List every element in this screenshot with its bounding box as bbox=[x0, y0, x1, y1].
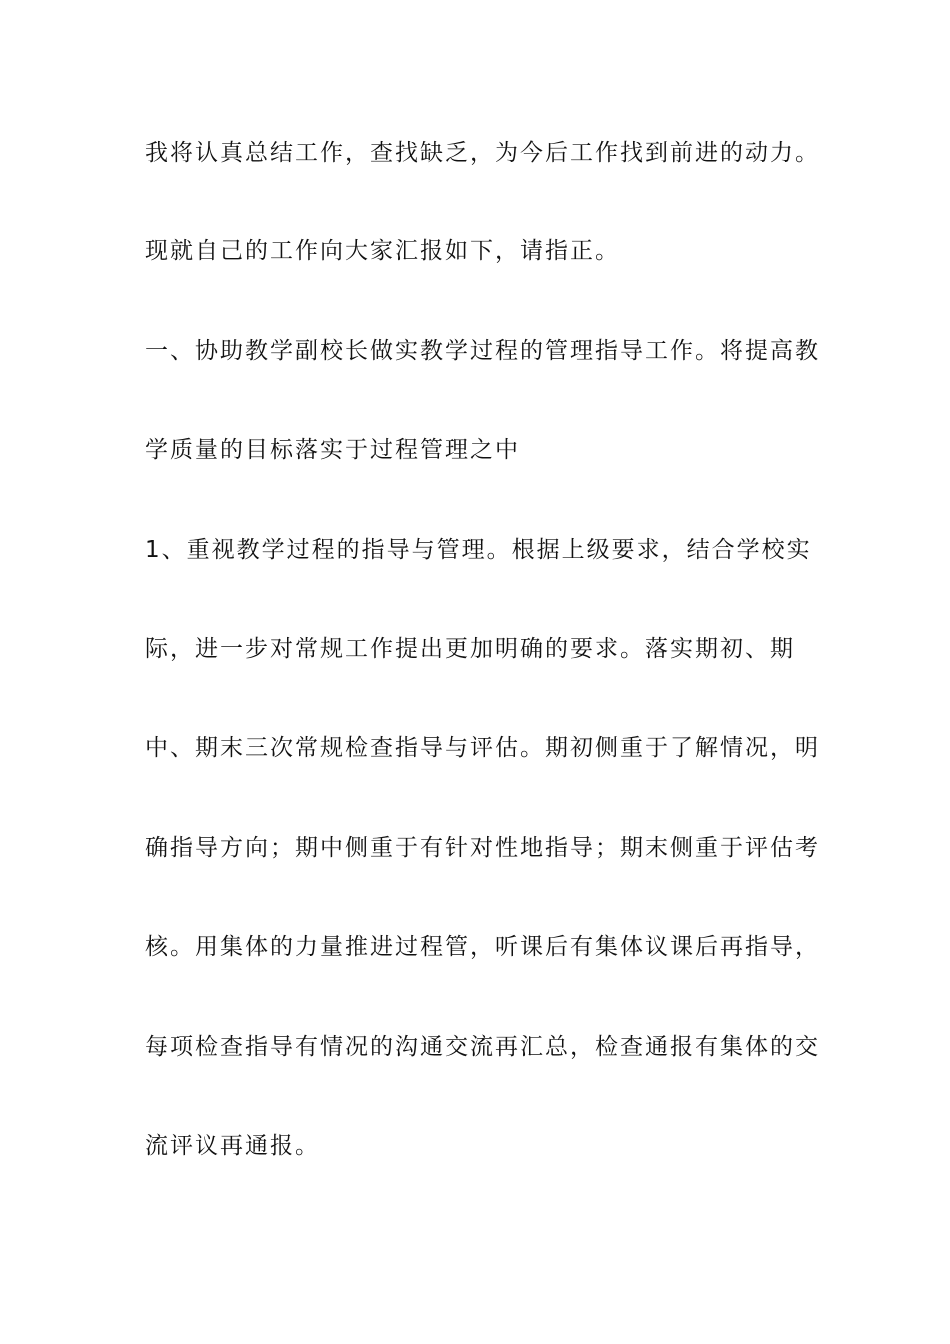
section-heading: 一、协助教学副校长做实教学过程的管理指导工作。将提高教 bbox=[145, 338, 820, 364]
section-heading-continued: 学质量的目标落实于过程管理之中 bbox=[145, 437, 520, 463]
text-line: 确指导方向；期中侧重于有针对性地指导；期末侧重于评估考 bbox=[145, 835, 820, 861]
text-line: 核。用集体的力量推进过程管，听课后有集体议课后再指导， bbox=[145, 934, 820, 960]
text-line: 我将认真总结工作，查找缺乏，为今后工作找到前进的动力。 bbox=[145, 140, 820, 166]
text-line: 1、重视教学过程的指导与管理。根据上级要求，结合学校实 bbox=[145, 537, 812, 563]
text-line: 际，进一步对常规工作提出更加明确的要求。落实期初、期 bbox=[145, 636, 795, 662]
text-line: 现就自己的工作向大家汇报如下，请指正。 bbox=[145, 238, 620, 264]
text-line: 中、期末三次常规检查指导与评估。期初侧重于了解情况，明 bbox=[145, 735, 820, 761]
text-line: 每项检查指导有情况的沟通交流再汇总，检查通报有集体的交 bbox=[145, 1034, 820, 1060]
text-line: 流评议再通报。 bbox=[145, 1133, 320, 1159]
